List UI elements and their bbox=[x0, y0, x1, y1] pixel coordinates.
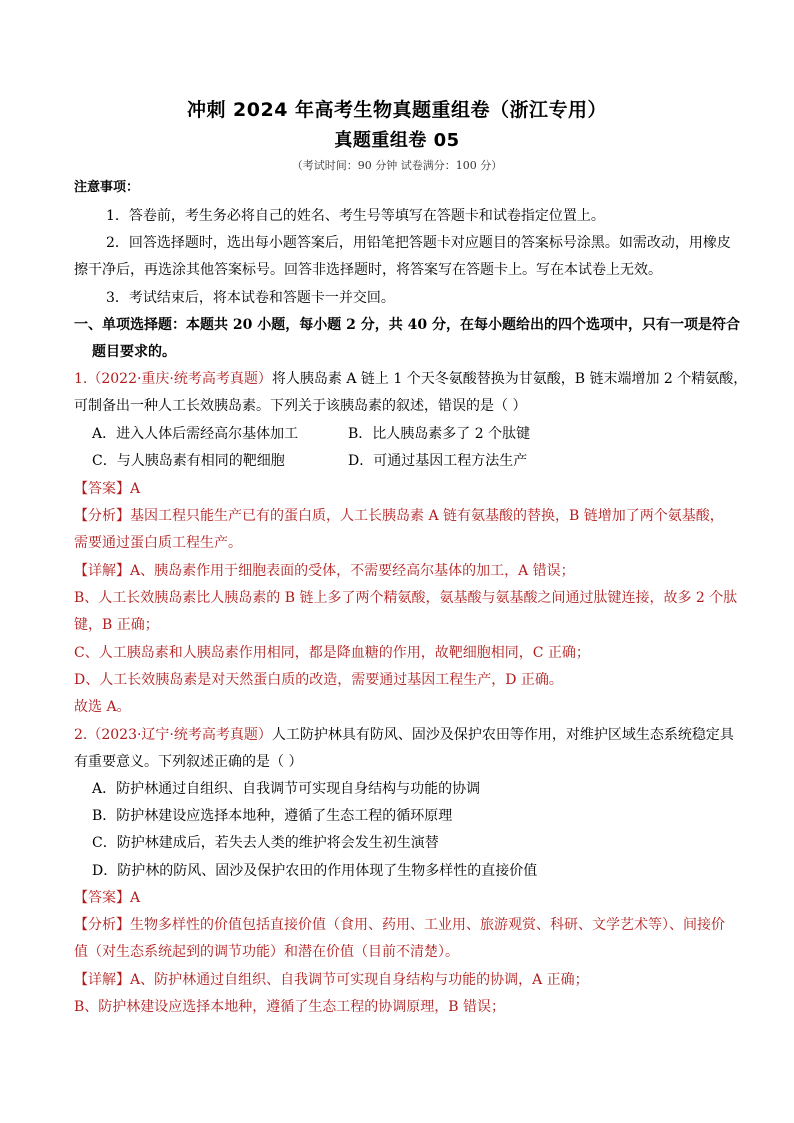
q2-source: 2.（2023·辽宁·统考高考真题） bbox=[74, 727, 272, 743]
q1-option-d: D．可通过基因工程方法生产 bbox=[348, 453, 528, 469]
analysis-text: 基因工程只能生产已有的蛋白质，人工长胰岛素 A 链有氨基酸的替换，B 链增加了两个氨基酸， bbox=[130, 508, 724, 524]
answer-value: A bbox=[130, 890, 141, 906]
analysis-tag: 【分析】 bbox=[74, 917, 130, 933]
q2-stem-text: 人工防护林具有防风、固沙及保护农田等作用，对维护区域生态系统稳定具 bbox=[271, 727, 734, 743]
notice-item-2: 2．回答选择题时，选出每小题答案后，用铅笔把答题卡对应题目的答案标号涂黑。如需改动，用橡皮 bbox=[106, 235, 731, 251]
q2-stem bbox=[74, 726, 734, 744]
q2-option-a: A．防护林通过自组织、自我调节可实现自身结构与功能的协调 bbox=[92, 781, 481, 797]
q1-option-a: A．进入人体后需经高尔基体加工 bbox=[92, 426, 299, 442]
exam-info: （考试时间：90 分钟 试卷满分：100 分） bbox=[291, 159, 503, 172]
notice-item-2-cont: 擦干净后，再选涂其他答案标号。回答非选择题时，将答案写在答题卡上。写在本试卷上无效。 bbox=[74, 262, 662, 278]
q1-stem bbox=[74, 370, 747, 388]
section-heading: 一、单项选择题：本题共 20 小题，每小题 2 分，共 40 分，在每小题给出的四个选项中，只有一项是符合 bbox=[74, 317, 740, 333]
answer-tag: 【答案】 bbox=[74, 890, 130, 906]
q1-option-b: B．比人胰岛素多了 2 个肽键 bbox=[348, 426, 531, 442]
q2-analysis bbox=[74, 916, 725, 934]
q1-detail bbox=[74, 562, 575, 580]
notice-heading: 注意事项： bbox=[74, 180, 140, 195]
q1-stem-text: 将人胰岛素 A 链上 1 个天冬氨酸替换为甘氨酸，B 链末端增加 2 个精氨酸， bbox=[271, 371, 748, 387]
notice-item-1: 1．答卷前，考生务必将自己的姓名、考生号等填写在答题卡和试卷指定位置上。 bbox=[106, 208, 605, 224]
q2-option-b: B．防护林建设应选择本地种，遵循了生态工程的循环原理 bbox=[92, 808, 453, 824]
q1-stem-cont: 可制备出一种人工长效胰岛素。下列关于该胰岛素的叙述，错误的是（ ） bbox=[74, 398, 527, 414]
analysis-text: 生物多样性的价值包括直接价值（食用、药用、工业用、旅游观赏、科研、文学艺术等）、间接价 bbox=[130, 917, 725, 933]
analysis-tag: 【分析】 bbox=[74, 508, 130, 524]
q2-option-c: C．防护林建成后，若失去人类的维护将会发生初生演替 bbox=[92, 835, 439, 851]
q1-detail-b-cont: 键，B 正确； bbox=[74, 617, 159, 633]
q2-answer bbox=[74, 889, 140, 907]
detail-tag: 【详解】 bbox=[74, 972, 130, 988]
q2-option-d: D．防护林的防风、固沙及保护农田的作用体现了生物多样性的直接价值 bbox=[92, 863, 538, 879]
q1-conclusion: 故选 A。 bbox=[74, 699, 131, 715]
q2-analysis-cont: 值（对生态系统起到的调节功能）和潜在价值（目前不清楚）。 bbox=[74, 944, 459, 960]
notice-item-3: 3．考试结束后，将本试卷和答题卡一并交回。 bbox=[106, 290, 395, 306]
page-title: 冲刺 2024 年高考生物真题重组卷（浙江专用） bbox=[186, 99, 608, 121]
page-subtitle: 真题重组卷 05 bbox=[334, 130, 460, 151]
q1-analysis-cont: 需要通过蛋白质工程生产。 bbox=[74, 535, 242, 551]
detail-text: A、防护林通过自组织、自我调节可实现自身结构与功能的协调，A 正确； bbox=[130, 972, 589, 988]
q1-answer bbox=[74, 480, 140, 498]
q1-source: 1.（2022·重庆·统考高考真题） bbox=[74, 371, 272, 387]
q1-detail-c: C、人工胰岛素和人胰岛素作用相同，都是降血糖的作用，故靶细胞相同，C 正确； bbox=[74, 645, 590, 661]
answer-value: A bbox=[130, 481, 141, 497]
q1-option-c: C．与人胰岛素有相同的靶细胞 bbox=[92, 453, 285, 469]
q1-analysis bbox=[74, 507, 724, 525]
q2-detail bbox=[74, 971, 589, 989]
q1-detail-d: D、人工长效胰岛素是对天然蛋白质的改造，需要通过基因工程生产，D 正确。 bbox=[74, 672, 563, 688]
section-heading-cont: 题目要求的。 bbox=[92, 344, 176, 360]
q1-detail-b: B、人工长效胰岛素比人胰岛素的 B 链上多了两个精氨酸，氨基酸与氨基酸之间通过肽键连接，故多 2 个肽 bbox=[74, 590, 738, 606]
q2-stem-cont: 有重要意义。下列叙述正确的是（ ） bbox=[74, 754, 303, 770]
q2-detail-b: B、防护林建设应选择本地种，遵循了生态工程的协调原理，B 错误； bbox=[74, 999, 506, 1015]
detail-text: A、胰岛素作用于细胞表面的受体，不需要经高尔基体的加工，A 错误； bbox=[130, 563, 575, 579]
detail-tag: 【详解】 bbox=[74, 563, 130, 579]
answer-tag: 【答案】 bbox=[74, 481, 130, 497]
